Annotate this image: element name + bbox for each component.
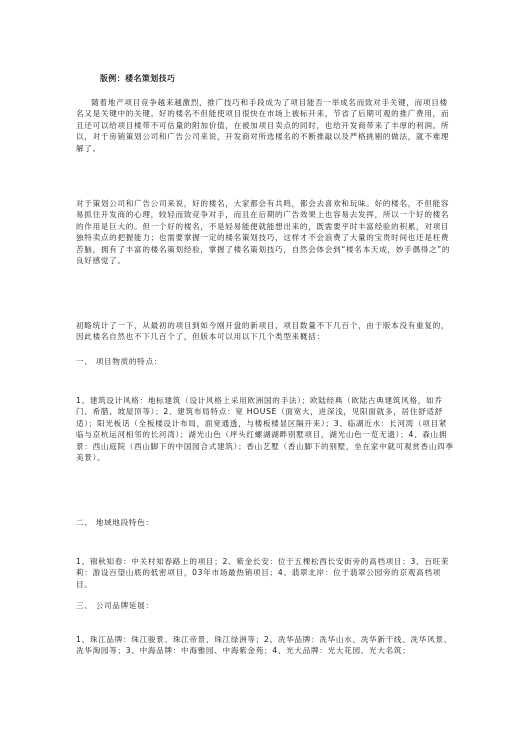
intro-paragraph <box>76 97 454 154</box>
section-1-heading <box>76 356 454 367</box>
section-1-body-text: 1、建筑设计风格：地标建筑（设计风格上采用欧洲国的手法）；欧陆经典（欧陆古典建筑风格，如乔门、希腊、坡屋顶等）；2、建筑布局特点：宽 HOUSE（面宽大，进深浅，见阳面就多，居住舒适舒适）；阳光板话（全板楼设计布局，面宽通透，与楼板楼显区隔开来）；3、临湖近水：长河湾（项目紧临与京杭运河相邻的长河湾）；湖光山色（坪头红螺湖湖畔别墅项目，湖光山色一览无遗）；4、森山拥景：西山庭院（西山脚下的中国园合式建筑）；香山艺墅（香山脚下的别墅，坐在家中就可观赏香山四季美景）。 <box>76 396 454 462</box>
intro-text: 随着地产项目竞争越来越激烈，推广技巧和手段成为了项目能否一举成名而致对手关键，而项目楼名又是关键中的关键。好的楼名不但能使项目很快在市场上被标开来，节省了后期可观的推广费用，而且还可以给项目楼带不可估量的附加价值，在被加项目卖点的同时，也给开发商带来了丰厚的利润。所以，对于房销策划公司和广告公司来说，开发商对所选楼名的不断推敲以及严格挑剔的做法，就不难理解了。 <box>76 98 450 153</box>
section-1-heading-text: 一、 项目物质的特点： <box>76 357 163 366</box>
section-3-heading-text: 三、 公司品牌延展： <box>76 601 154 610</box>
section-1-body <box>76 395 454 463</box>
paragraph-3-text: 初略统计了一下，从最初的项目到如今刚开盘的新项目，项目数量不下几百个，由于版本没有重复的，因此楼名自然也不下几百个了，但版本可以用以下几个类型来概括： <box>76 321 450 342</box>
paragraph-2-text: 对于策划公司和广告公司来说，好的楼名，大家都会有共鸣，都会去喜欢和玩味。好的楼名，不但能容易抓住开发商的心理，较轻而致竞争对手，而且在后期的广告效果上也容易去发挥，所以一个好的楼名的作用是巨大的。但一个好的楼名，不是轻易能便就能想出来的，既需要平时丰富经验的积累，对项目独特卖点的把握能力；也需要掌握一定的楼名策划技巧，这样才不会浪费了大量的宝贵时间也还是枉费苦脑，拥有了丰富的楼名策划经验，掌握了楼名策划技巧，自然会体会到“楼名本天成，妙手偶得之”的良好感觉了。 <box>76 199 451 265</box>
section-2-heading-text: 二、 地域地段特色： <box>76 518 154 527</box>
section-3-heading <box>76 600 454 611</box>
section-3-body <box>76 634 454 657</box>
paragraph-3 <box>76 320 454 343</box>
paragraph-2 <box>76 198 454 266</box>
section-3-body-text: 1、珠江品牌：珠江骏景、珠江帝景、珠江绿洲等；2、冼华品牌：冼华山水、冼华新干线、冼华风景、冼华淘园等；3、中海品牌：中海雅园、中海紫金苑；4、光大品牌：光大花园、光大名筑； <box>76 635 452 656</box>
document-title: 版例：楼名策划技巧 <box>100 74 176 83</box>
section-2-heading <box>76 517 454 528</box>
section-2-body <box>76 556 454 590</box>
section-2-body-text: 1、锦秋知春：中关村知春路上的项目；2、紫金长安：位于五棵松西长安街旁的高档项目；3、百旺茉莉：游设百望山底的低密项目，03年市场最热销项目；4、翡翠北岸：位于翡翠公园旁的京观高档项目。 <box>76 557 450 589</box>
